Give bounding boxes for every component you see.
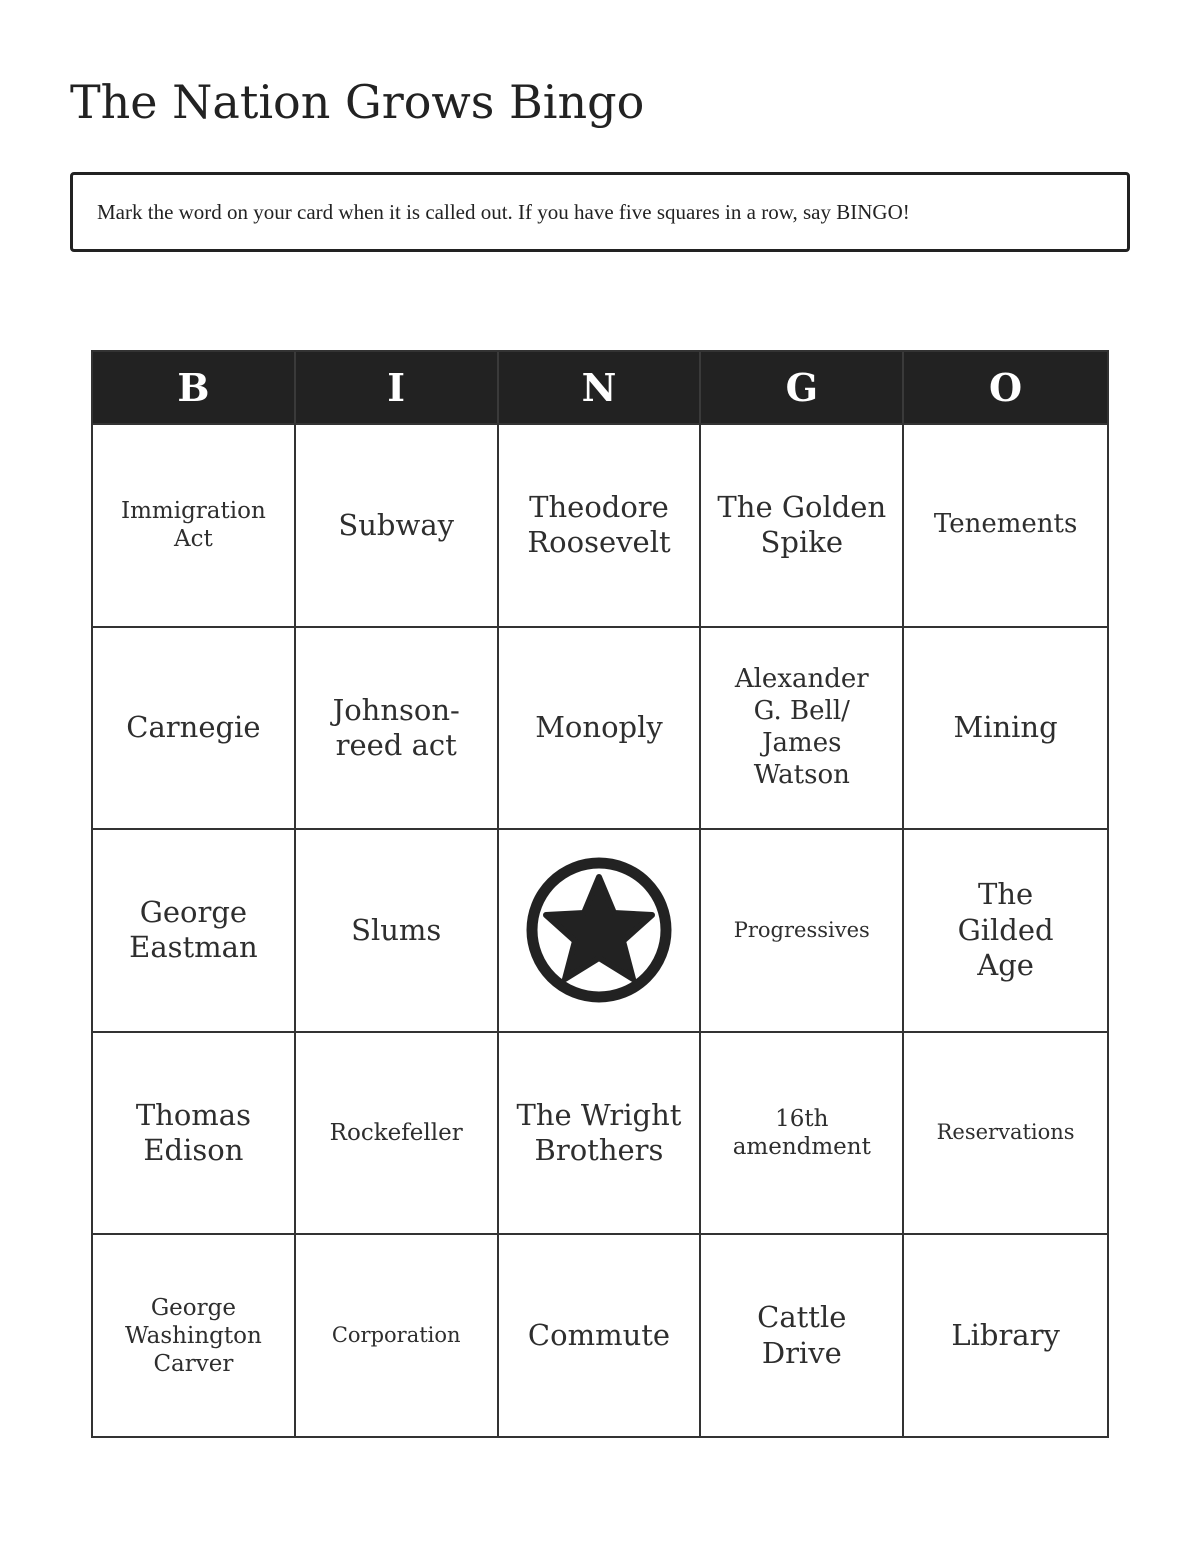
bingo-cell[interactable] xyxy=(904,423,1107,626)
instructions-text: Mark the word on your card when it is called out. If you have five squares in a row, say BINGO! xyxy=(97,199,910,224)
bingo-cell[interactable] xyxy=(904,626,1107,829)
cell-text: Immigration Act xyxy=(121,498,266,553)
cell-text: Theodore Roosevelt xyxy=(527,489,671,560)
cell-text: Thomas Edison xyxy=(135,1097,251,1168)
cell-text: Corporation xyxy=(331,1322,461,1347)
bingo-cell[interactable] xyxy=(296,423,499,626)
cell-text: Monoply xyxy=(535,710,663,745)
bingo-cell[interactable] xyxy=(904,1031,1107,1234)
cell-text: Commute xyxy=(527,1318,671,1352)
page-title: The Nation Grows Bingo xyxy=(70,75,645,129)
bingo-cell[interactable] xyxy=(701,423,904,626)
bingo-cell[interactable] xyxy=(93,626,296,829)
cell-text: George Eastman xyxy=(129,895,258,965)
cell-text: George Washington Carver xyxy=(125,1294,262,1377)
bingo-cell[interactable] xyxy=(93,828,296,1031)
instructions-box xyxy=(70,172,1130,252)
cell-text: Carnegie xyxy=(126,710,261,745)
bingo-cell[interactable] xyxy=(904,1233,1107,1436)
bingo-cell[interactable] xyxy=(296,626,499,829)
cell-text: Alexander G. Bell/ James Watson xyxy=(734,664,869,790)
cell-text: The Golden Spike xyxy=(717,489,887,560)
cell-text: Progressives xyxy=(733,917,870,942)
bingo-cell[interactable] xyxy=(701,1031,904,1234)
bingo-cell[interactable] xyxy=(499,626,702,829)
bingo-cell[interactable] xyxy=(499,423,702,626)
bingo-cell[interactable] xyxy=(93,1233,296,1436)
bingo-cell[interactable] xyxy=(499,1233,702,1436)
header-b: B xyxy=(93,352,296,423)
bingo-cell[interactable] xyxy=(701,1233,904,1436)
header-g: G xyxy=(701,352,904,423)
cell-text: The Gilded Age xyxy=(957,877,1054,983)
bingo-cell[interactable] xyxy=(296,1233,499,1436)
cell-text: 16th amendment xyxy=(732,1106,871,1161)
bingo-cell[interactable] xyxy=(499,1031,702,1234)
cell-text: Subway xyxy=(338,507,454,542)
bingo-cell[interactable] xyxy=(296,828,499,1031)
cell-text: Tenements xyxy=(933,509,1078,540)
bingo-cell[interactable] xyxy=(93,1031,296,1234)
bingo-cell[interactable] xyxy=(904,828,1107,1031)
header-i: I xyxy=(296,352,499,423)
header-o: O xyxy=(904,352,1107,423)
bingo-cell[interactable] xyxy=(93,423,296,626)
bingo-cell[interactable] xyxy=(701,626,904,829)
bingo-card xyxy=(91,350,1109,1438)
free-space[interactable] xyxy=(499,828,702,1031)
bingo-cell[interactable] xyxy=(296,1031,499,1234)
cell-text: Johnson-reed act xyxy=(332,692,460,762)
cell-text: The Wright Brothers xyxy=(516,1097,682,1168)
star-circle-icon xyxy=(524,855,674,1005)
cell-text: Slums xyxy=(351,912,442,947)
cell-text: Mining xyxy=(953,710,1058,745)
cell-text: Rockefeller xyxy=(329,1120,463,1147)
cell-text: Reservations xyxy=(936,1120,1075,1145)
cell-text: Cattle Drive xyxy=(757,1300,847,1370)
header-n: N xyxy=(499,352,702,423)
bingo-cell[interactable] xyxy=(701,828,904,1031)
cell-text: Library xyxy=(951,1318,1060,1352)
